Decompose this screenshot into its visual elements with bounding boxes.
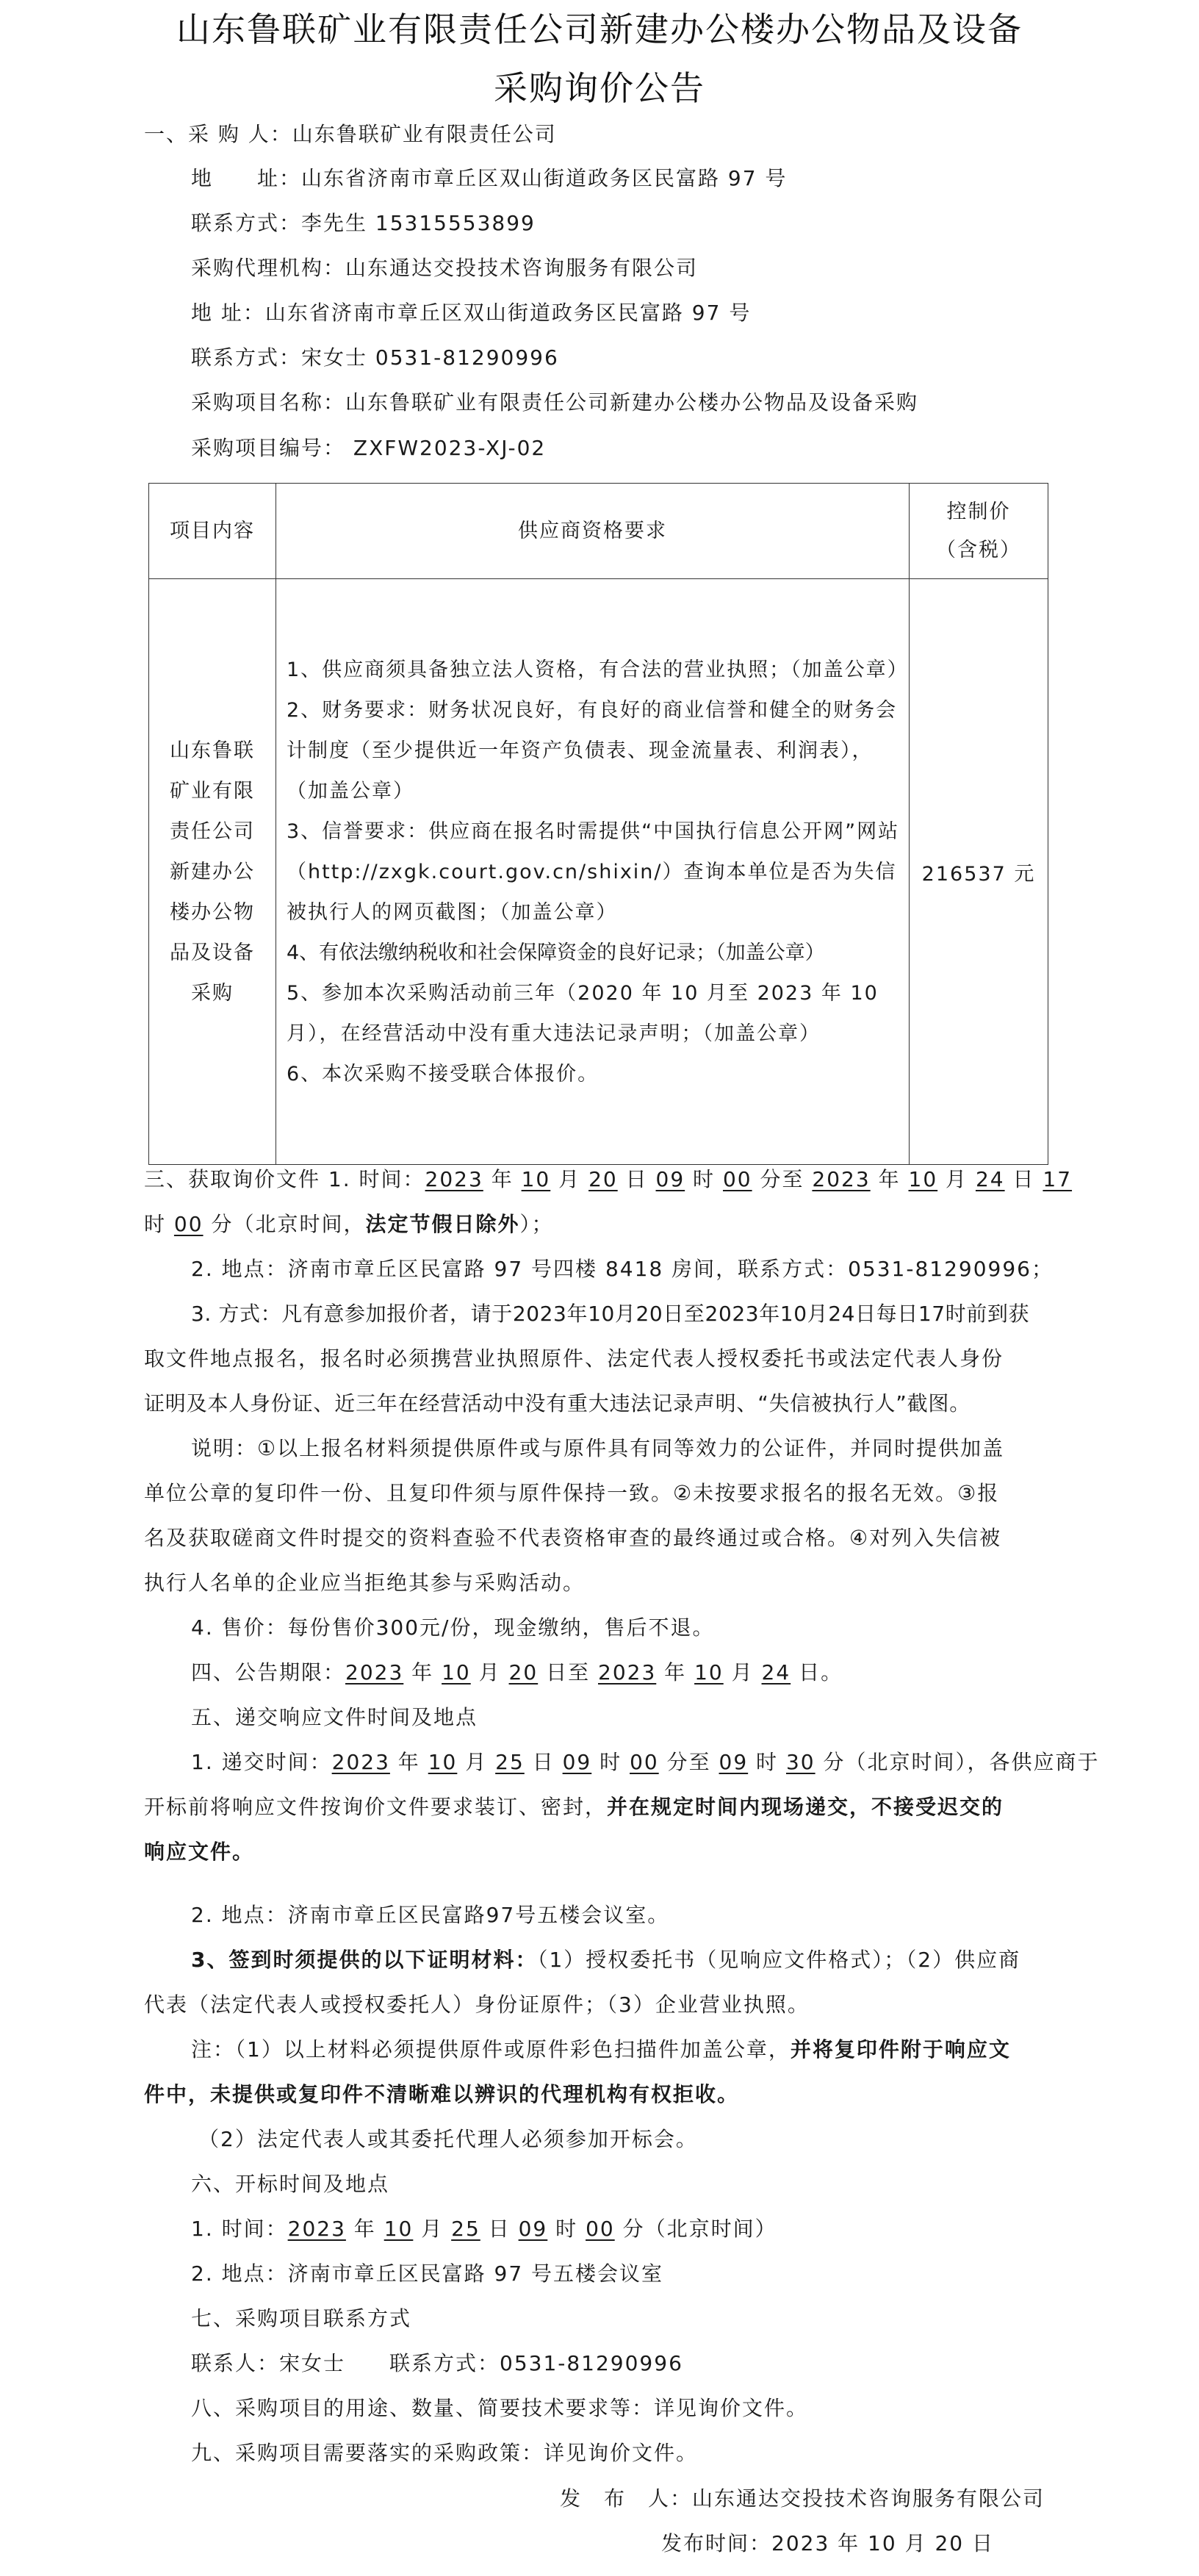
header-tax-included-label: （含税） [936,538,1021,562]
header-control-price [910,484,1048,579]
s9-policy: 九、采购项目需要落实的采购政策：详见询价文件。 [191,2441,699,2465]
s6-time [191,2214,777,2244]
date-sep: 月 [550,1167,589,1191]
date-sep: 年 [345,2217,384,2241]
buyer-contact: 联系方式：李先生 15315553899 [191,211,536,235]
date-sep: 时 [685,1167,723,1191]
s3-time-line-1 [144,1165,1072,1194]
s5-signin-label: 3、签到时须提供的以下证明材料： [191,1948,538,1972]
date-sep: 月 [413,2217,452,2241]
s8-purpose: 八、采购项目的用途、数量、简要技术要求等：详见询价文件。 [191,2396,809,2420]
date-part: 2023 [812,1167,871,1191]
item-text-line: 采购 [191,981,234,1005]
document-title-line2: 采购询价公告 [494,68,705,108]
holiday-note: 法定节假日除外 [365,1212,520,1236]
s6-label: 1. 时间： [191,2217,288,2241]
footer-date: 发布时间：2023 年 10 月 20 日 [661,2531,995,2555]
s3-time-line-2 [144,1210,553,1239]
date-sep: 分（北京时间），各供应商于 [815,1750,1100,1774]
buyer-address: 地 址：山东省济南市章丘区双山街道政务区民富路 97 号 [191,166,788,190]
agency-address: 地 址：山东省济南市章丘区双山街道政务区民富路 97 号 [191,301,752,325]
date-sep: 分至 [752,1167,813,1191]
table-header-row [149,484,1048,579]
s5-seal-line [144,1793,1004,1822]
date-sep: 月 [937,1167,976,1191]
s5-note-line-1 [191,2035,1011,2064]
buyer-name: 一、采 购 人：山东鲁联矿业有限责任公司 [144,122,557,146]
date-part: 20 [588,1167,618,1191]
date-sep: 年 [389,1750,428,1774]
date-sep: ）； [519,1212,554,1236]
date-part: 10 [384,2217,414,2241]
date-part: 00 [173,1212,204,1236]
s6-title: 六、开标时间及地点 [191,2172,390,2196]
date-sep: 日 [617,1167,656,1191]
s5-label: 1. 递交时间： [191,1750,332,1774]
date-sep: 日至 [538,1660,598,1685]
header-qualifications: 供应商资格要求 [276,484,910,579]
s7-title: 七、采购项目联系方式 [191,2306,412,2331]
requirement-1: 1、供应商须具备独立法人资格，有合法的营业执照；（加盖公章） [287,658,909,681]
s5-response-doc: 响应文件。 [144,1840,255,1864]
date-sep: 分（北京时间） [614,2217,777,2241]
date-part: 17 [1043,1167,1073,1191]
footer-publisher: 发 布 人：山东通达交投技术咨询服务有限公司 [560,2486,1045,2511]
s3-label: 三、获取询价文件 1. 时间： [144,1167,425,1191]
item-text-line: 新建办公 [170,860,255,883]
header-item-content: 项目内容 [149,484,276,579]
date-part: 2023 [345,1660,404,1685]
date-part: 30 [785,1750,815,1774]
date-part: 10 [908,1167,938,1191]
date-part: 24 [975,1167,1005,1191]
s5-seal-text: 开标前将响应文件按询价文件要求装订、密封， [144,1795,608,1819]
date-part: 25 [495,1750,525,1774]
date-sep: 时 [144,1212,174,1236]
date-sep: 月 [470,1660,509,1685]
requirement-5: 5、参加本次采购活动前三年（2020 年 10 月至 2023 年 10 月），在经营活动中没有重大违法记录声明；（加盖公章） [287,981,879,1045]
s5-signin-docs: （1）授权委托书（见响应文件格式）；（2）供应商 [537,1948,1021,1972]
date-sep: 分至 [658,1750,719,1774]
date-sep: 日。 [791,1660,843,1685]
date-sep: 年 [656,1660,695,1685]
date-part: 2023 [331,1750,390,1774]
s3-method-3: 证明及本人身份证、近三年在经营活动中没有重大违法记录声明、“失信被执行人”截图。 [144,1391,971,1416]
date-sep: 年 [483,1167,522,1191]
item-text-line: 品及设备 [170,941,255,964]
date-part: 09 [655,1167,685,1191]
requirements-cell [276,579,910,1165]
s5-signin-line-2: 代表（法定代表人或授权委托人）身份证原件；（3）企业营业执照。 [144,1992,810,2017]
s3-note-1: 说明：①以上报名材料须提供原件或与原件具有同等效力的公证件，并同时提供加盖 [191,1436,1005,1460]
date-sep: 月 [457,1750,496,1774]
s3-method-1: 3. 方式：凡有意参加报价者，请于2023年10月20日至2023年10月24日每日17时前到获 [191,1302,1030,1326]
s5-title: 五、递交响应文件时间及地点 [191,1705,478,1729]
document-title-line1: 山东鲁联矿业有限责任公司新建办公楼办公物品及设备 [176,10,1023,49]
item-text-line: 责任公司 [170,819,255,843]
date-part: 09 [562,1750,592,1774]
date-sep: 时 [748,1750,786,1774]
project-name: 采购项目名称：山东鲁联矿业有限责任公司新建办公楼办公物品及设备采购 [191,390,919,415]
table-row [149,579,1048,1165]
s3-price: 4. 售价：每份售价300元/份，现金缴纳，售后不退。 [191,1615,715,1640]
date-sep: 月 [723,1660,762,1685]
date-sep: 日 [480,2217,519,2241]
date-part: 10 [521,1167,551,1191]
requirement-2: 2、财务要求：财务状况良好，有良好的商业信誉和健全的财务会计制度（至少提供近一年资产负债表、现金流量表、利润表），（加盖公章） [287,698,898,803]
requirement-3: 3、信誉要求：供应商在报名时需提供“中国执行信息公开网”网站（http://zxgk.court.gov.cn/shixin/）查询本单位是否为失信被执行人的网页截图；（加盖公章） [287,819,900,924]
s3-note-4: 执行人名单的企业应当拒绝其参与采购活动。 [144,1571,586,1595]
date-sep: 时 [591,1750,630,1774]
item-text-line: 山东鲁联 [170,739,255,762]
date-part: 10 [428,1750,458,1774]
item-content-cell [149,579,276,1165]
s5-note-line-3: （2）法定代表人或其委托代理人必须参加开标会。 [198,2127,698,2151]
date-sep: 日 [524,1750,563,1774]
s6-place: 2. 地点：济南市章丘区民富路 97 号五楼会议室 [191,2261,664,2286]
header-control-price-label: 控制价 [946,500,1011,523]
date-part: 00 [630,1750,659,1774]
s5-note-text: 注：（1）以上材料必须提供原件或原件彩色扫描件加盖公章， [191,2037,791,2062]
date-part: 2023 [425,1167,483,1191]
date-part: 10 [442,1660,471,1685]
date-part: 10 [694,1660,724,1685]
date-sep: 年 [870,1167,909,1191]
requirement-6: 6、本次采购不接受联合体报价。 [287,1062,600,1086]
s4-label: 四、公告期限： [191,1660,346,1685]
date-part: 25 [451,2217,480,2241]
date-sep: 分（北京时间， [203,1212,366,1236]
agency-contact: 联系方式：宋女士 0531-81290996 [191,345,559,370]
s5-submit-time [191,1748,1100,1777]
s3-note-2: 单位公章的复印件一份、且复印件须与原件保持一致。②未按要求报名的报名无效。③报 [144,1481,1000,1505]
project-number: 采购项目编号： ZXFW2023-XJ-02 [191,436,547,460]
date-part: 2023 [598,1660,657,1685]
s5-note-bold: 并将复印件附于响应文 [790,2037,1011,2062]
control-price-cell: 216537 元 [910,579,1048,1165]
s5-signin-line [191,1945,1020,1975]
date-part: 20 [508,1660,539,1685]
date-part: 24 [761,1660,791,1685]
date-part: 09 [518,2217,548,2241]
date-part: 2023 [287,2217,346,2241]
s7-contact: 联系人：宋女士 联系方式：0531-81290996 [191,2351,683,2375]
s5-onsite-submission: 并在规定时间内现场递交，不接受迟交的 [607,1795,1004,1819]
s3-note-3: 名及获取磋商文件时提交的资料查验不代表资格审查的最终通过或合格。④对列入失信被 [144,1526,1002,1550]
date-sep: 日 [1004,1167,1043,1191]
date-sep: 时 [547,2217,586,2241]
agency-name: 采购代理机构：山东通达交投技术咨询服务有限公司 [191,256,699,280]
s4-period [191,1658,843,1687]
item-text-line: 矿业有限 [170,779,255,803]
s3-place: 2. 地点：济南市章丘区民富路 97 号四楼 8418 房间，联系方式：0531-81290996； [191,1257,1054,1281]
requirement-4: 4、有依法缴纳税收和社会保障资金的良好记录；（加盖公章） [287,941,825,964]
s3-method-2: 取文件地点报名，报名时必须携营业执照原件、法定代表人授权委托书或法定代表人身份 [144,1346,1004,1371]
date-part: 00 [586,2217,615,2241]
item-text-line: 楼办公物 [170,900,255,924]
s5-place: 2. 地点：济南市章丘区民富路97号五楼会议室。 [191,1903,670,1927]
date-part: 09 [719,1750,749,1774]
qualification-table [148,483,1048,1165]
s5-note-line-2: 件中，未提供或复印件不清晰难以辨识的代理机构有权拒收。 [144,2082,740,2106]
date-sep: 年 [403,1660,442,1685]
date-part: 00 [722,1167,752,1191]
